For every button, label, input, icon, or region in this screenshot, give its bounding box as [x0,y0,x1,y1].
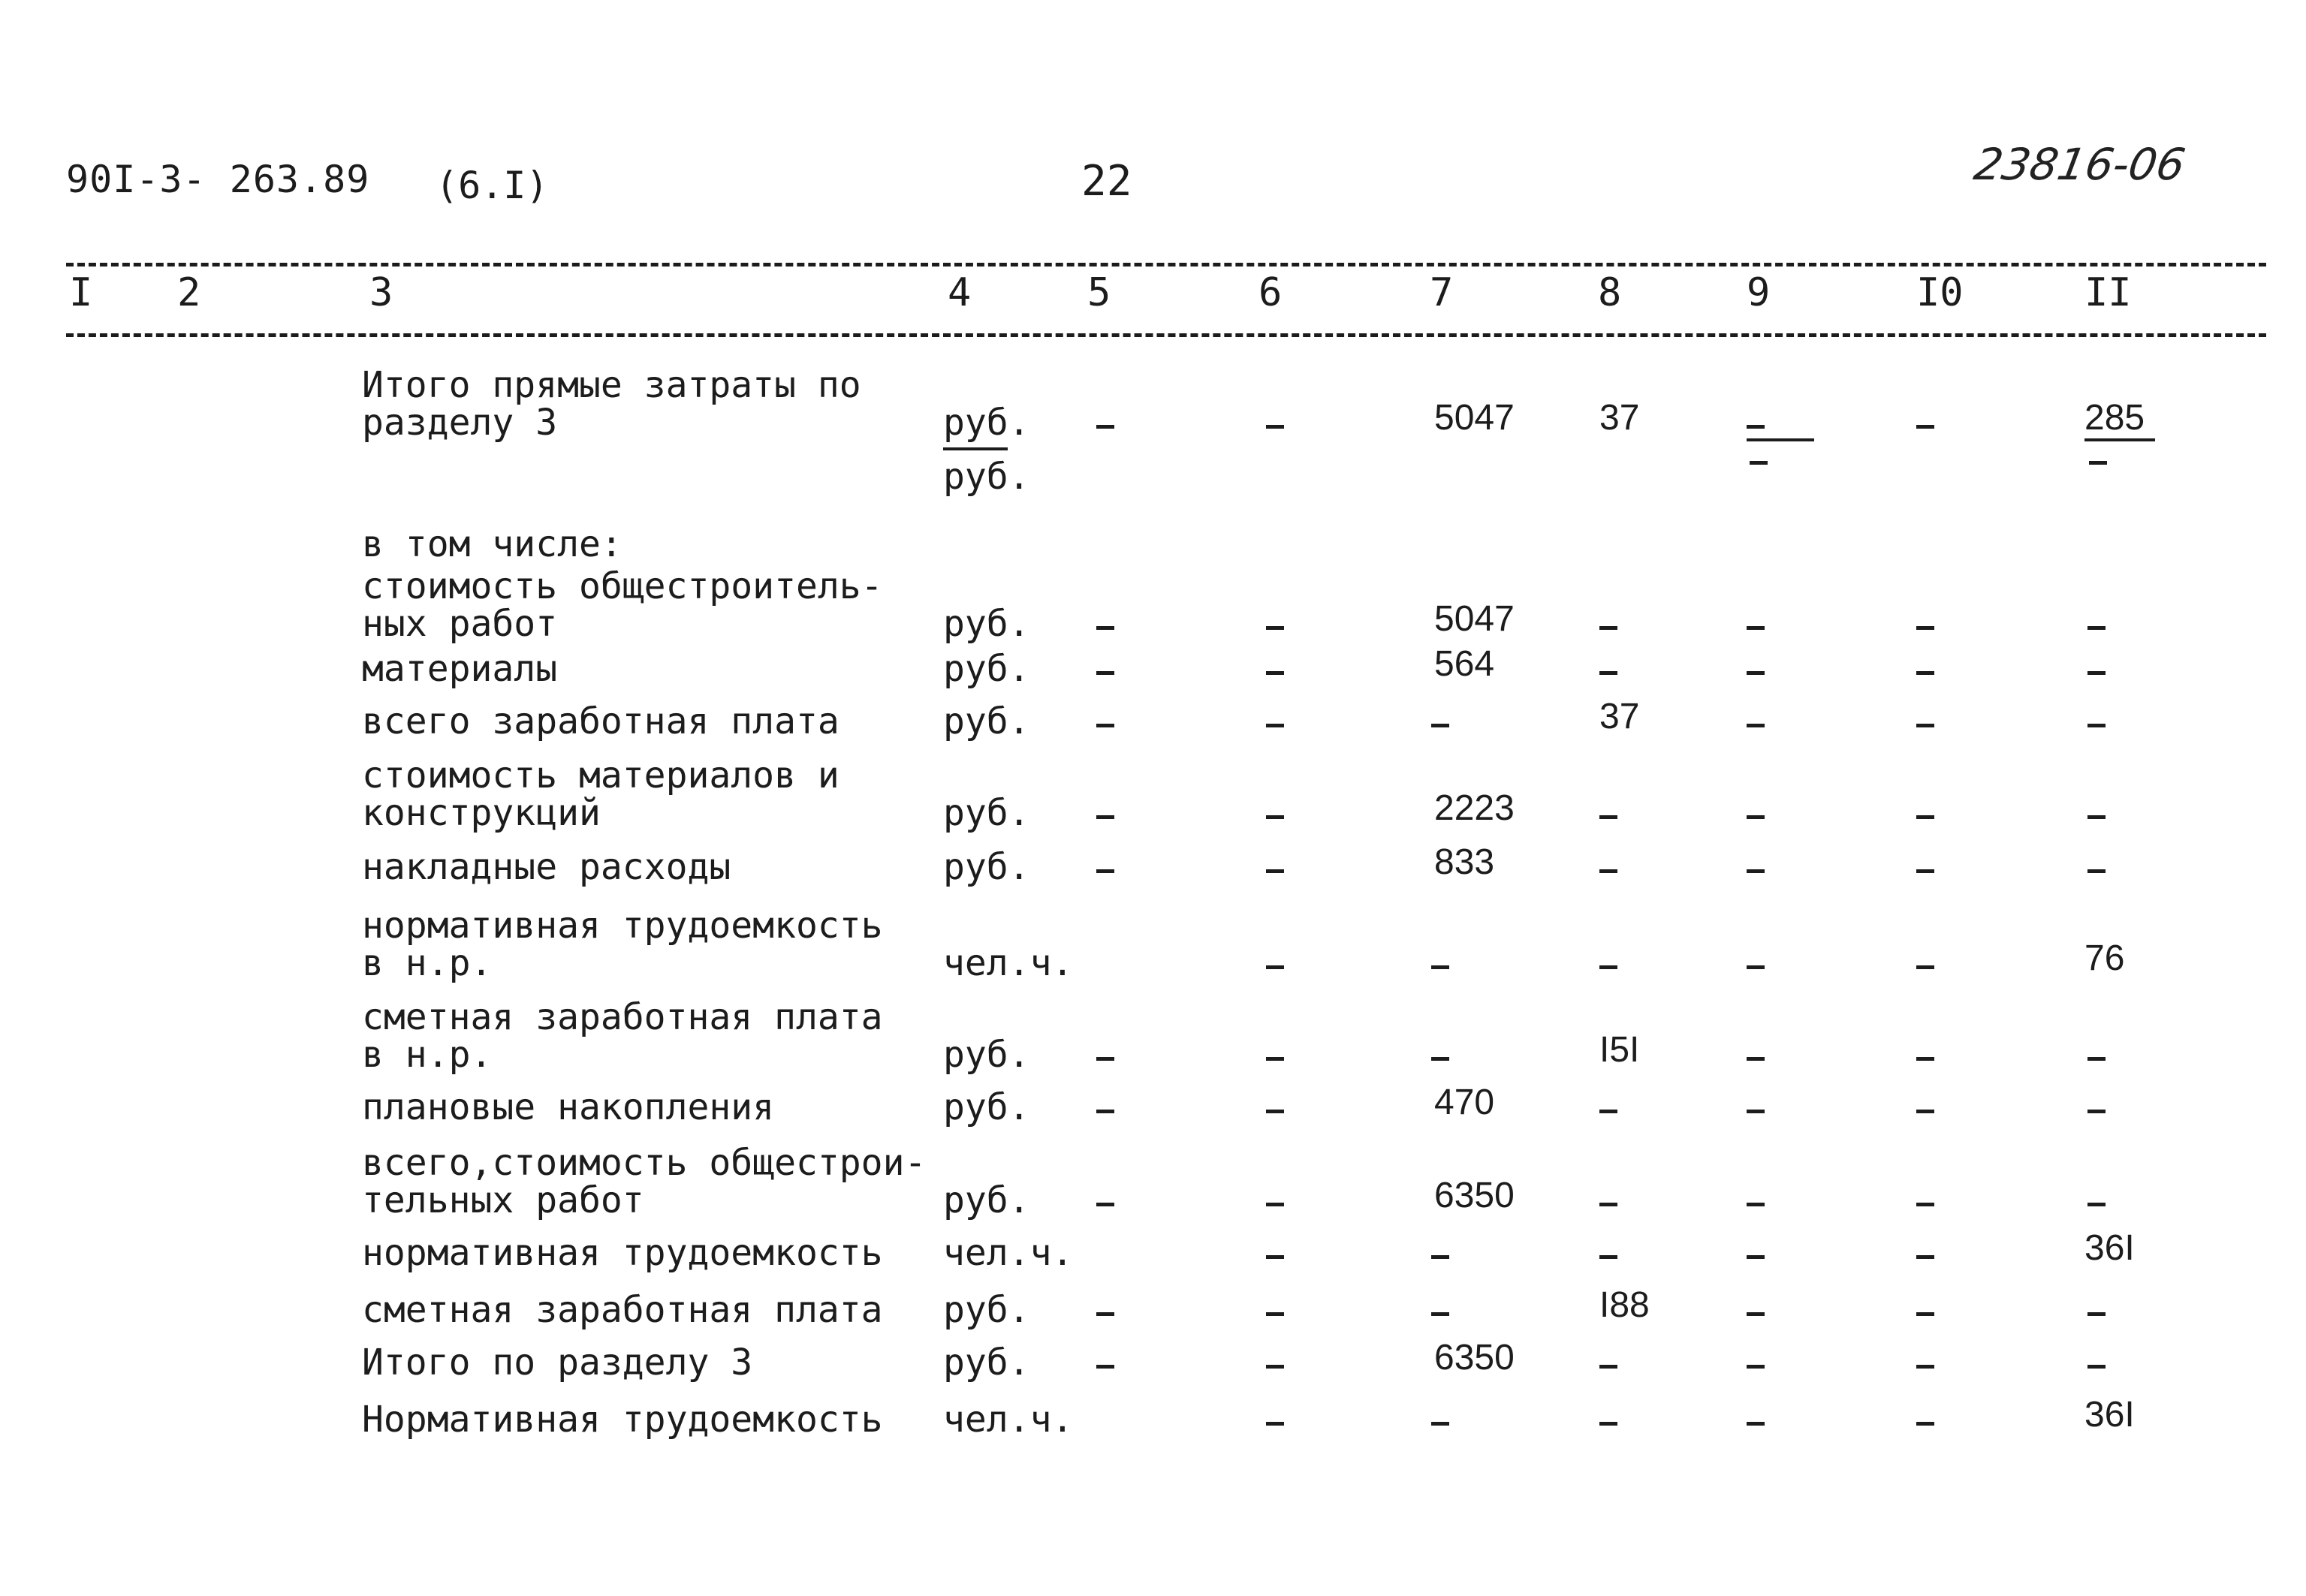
empty-value-dash [1599,965,1617,969]
value-cell: I5I [1599,1030,1640,1070]
empty-value-dash [1747,626,1765,630]
row-label: накладные расходы [362,846,731,888]
column-header: 8 [1598,270,1622,315]
unit-cell-secondary: руб. [943,456,1030,498]
empty-value-dash [1916,1422,1934,1426]
empty-value-dash [2087,1203,2106,1206]
column-header: 3 [369,270,393,315]
value-cell: 564 [1434,644,1495,684]
value-cell: 285 [2084,398,2145,438]
empty-value-dash [1747,1312,1765,1316]
row-label: материалы [362,648,558,690]
empty-value-dash [1599,1255,1617,1259]
value-cell: 37 [1599,697,1640,736]
value-cell: 6350 [1434,1176,1515,1215]
unit-cell: руб. [943,792,1030,834]
row-label: всего,стоимость общестрои- [362,1142,927,1184]
column-header: 9 [1747,270,1771,315]
empty-value-dash [1747,965,1765,969]
value-cell: 2223 [1434,788,1515,828]
empty-value-dash [2087,671,2106,675]
value-cell: 36I [2084,1228,2135,1268]
empty-value-dash [1747,724,1765,727]
empty-value-dash [1916,1057,1934,1061]
empty-value-dash [1266,1365,1284,1369]
empty-value-dash [1747,1110,1765,1113]
unit-cell: чел.ч. [943,942,1074,984]
column-header: 6 [1259,270,1283,315]
row-label: в н.р. [362,942,493,984]
section-number: (6.I) [436,164,549,207]
unit-cell: руб. [943,1034,1030,1076]
row-label: нормативная трудоемкость [362,1232,883,1274]
empty-value-dash [1266,1255,1284,1259]
empty-value-dash [1096,724,1114,727]
empty-value-dash [1747,425,1765,429]
row-label: всего заработная плата [362,700,840,742]
empty-value-dash [1916,965,1934,969]
empty-value-dash [1599,815,1617,819]
unit-cell: руб. [943,1342,1030,1384]
table-top-rule [66,263,2266,267]
row-label: Нормативная трудоемкость [362,1399,883,1441]
empty-value-dash [1266,815,1284,819]
table-header-rule [66,333,2266,337]
empty-value-dash [1266,425,1284,429]
empty-value-dash [2087,1110,2106,1113]
empty-value-dash [1916,1110,1934,1113]
row-label: разделу 3 [362,402,558,444]
empty-value-dash [1599,671,1617,675]
empty-value-dash [1747,1255,1765,1259]
empty-value-dash [1916,815,1934,819]
empty-value-dash [1916,724,1934,727]
column-header: 7 [1430,270,1454,315]
empty-value-dash [1266,1057,1284,1061]
column-header: I [69,270,93,315]
row-label: ных работ [362,603,558,645]
empty-value-dash [1266,1422,1284,1426]
empty-value-dash [1096,671,1114,675]
empty-value-dash [2087,1057,2106,1061]
empty-value-dash [2087,869,2106,873]
col9-underline [1747,438,1814,441]
value-cell: 5047 [1434,398,1515,438]
unit-cell: руб. [943,846,1030,888]
empty-value-dash [1096,815,1114,819]
col11-underline [2084,438,2155,441]
unit-cell: руб. [943,648,1030,690]
value-cell: 6350 [1434,1338,1515,1378]
empty-value-dash [1916,671,1934,675]
empty-value-dash [1599,1365,1617,1369]
empty-value-dash [1599,626,1617,630]
unit-cell: чел.ч. [943,1399,1074,1441]
value-cell: I88 [1599,1285,1650,1325]
empty-value-dash [2089,461,2107,465]
empty-value-dash [1096,1312,1114,1316]
empty-value-dash [1431,1422,1449,1426]
empty-value-dash [1599,1422,1617,1426]
empty-value-dash [1916,626,1934,630]
empty-value-dash [1747,1422,1765,1426]
empty-value-dash [1266,1110,1284,1113]
empty-value-dash [1916,425,1934,429]
column-header: II [2084,270,2132,315]
empty-value-dash [1096,1365,1114,1369]
row-label: Итого по разделу 3 [362,1342,753,1384]
row-label: нормативная трудоемкость [362,905,883,947]
unit-cell: руб. [943,1086,1030,1128]
row-label: сметная заработная плата [362,1289,883,1331]
empty-value-dash [1599,1110,1617,1113]
empty-value-dash [1747,1365,1765,1369]
column-header: 2 [177,270,201,315]
empty-value-dash [1096,1110,1114,1113]
value-cell: 470 [1434,1083,1495,1122]
empty-value-dash [1916,1365,1934,1369]
empty-value-dash [1747,1057,1765,1061]
empty-value-dash [2087,724,2106,727]
empty-value-dash [1916,1203,1934,1206]
unit-cell: руб. [943,1179,1030,1221]
handwritten-reference: 23816-06 [1970,139,2190,190]
empty-value-dash [1266,671,1284,675]
unit-cell: руб. [943,1289,1030,1331]
value-cell: 36I [2084,1395,2135,1435]
empty-value-dash [1747,815,1765,819]
empty-value-dash [1431,1255,1449,1259]
empty-value-dash [1747,869,1765,873]
empty-value-dash [2087,1312,2106,1316]
empty-value-dash [1431,1312,1449,1316]
value-cell: 37 [1599,398,1640,438]
empty-value-dash [1266,626,1284,630]
column-header: 4 [948,270,972,315]
empty-value-dash [1266,869,1284,873]
row-label: в н.р. [362,1034,493,1076]
value-cell: 5047 [1434,599,1515,639]
empty-value-dash [1266,1312,1284,1316]
row-label: тельных работ [362,1179,644,1221]
empty-value-dash [2087,815,2106,819]
empty-value-dash [1916,869,1934,873]
row-label: Итого прямые затраты по [362,364,861,406]
empty-value-dash [2087,1365,2106,1369]
empty-value-dash [1599,1203,1617,1206]
row-label: сметная заработная плата [362,996,883,1038]
empty-value-dash [1916,1312,1934,1316]
empty-value-dash [1266,724,1284,727]
unit-cell: чел.ч. [943,1232,1074,1274]
empty-value-dash [1266,1203,1284,1206]
value-cell: 76 [2084,938,2125,978]
empty-value-dash [1747,1203,1765,1206]
empty-value-dash [1096,1203,1114,1206]
empty-value-dash [1431,965,1449,969]
value-cell: 833 [1434,842,1495,882]
empty-value-dash [1096,626,1114,630]
empty-value-dash [1096,869,1114,873]
unit-cell: руб. [943,402,1030,444]
column-header: 5 [1087,270,1111,315]
page-number: 22 [1081,157,1132,206]
empty-value-dash [1916,1255,1934,1259]
row-label: стоимость общестроитель- [362,565,883,607]
row-label: стоимость материалов и [362,754,840,796]
empty-value-dash [1431,1057,1449,1061]
empty-value-dash [1599,869,1617,873]
row-label: конструкций [362,792,601,834]
row-label: плановые накопления [362,1086,775,1128]
empty-value-dash [1096,1057,1114,1061]
empty-value-dash [1431,724,1449,727]
unit-cell: руб. [943,603,1030,645]
row-label: в том числе: [362,523,622,565]
empty-value-dash [1747,671,1765,675]
empty-value-dash [1096,425,1114,429]
document-code: 90I-3- 263.89 [66,158,370,201]
unit-fraction-bar [943,447,1008,450]
unit-cell: руб. [943,700,1030,742]
empty-value-dash [2087,626,2106,630]
column-header: I0 [1916,270,1964,315]
empty-value-dash [1266,965,1284,969]
empty-value-dash [1750,461,1768,465]
